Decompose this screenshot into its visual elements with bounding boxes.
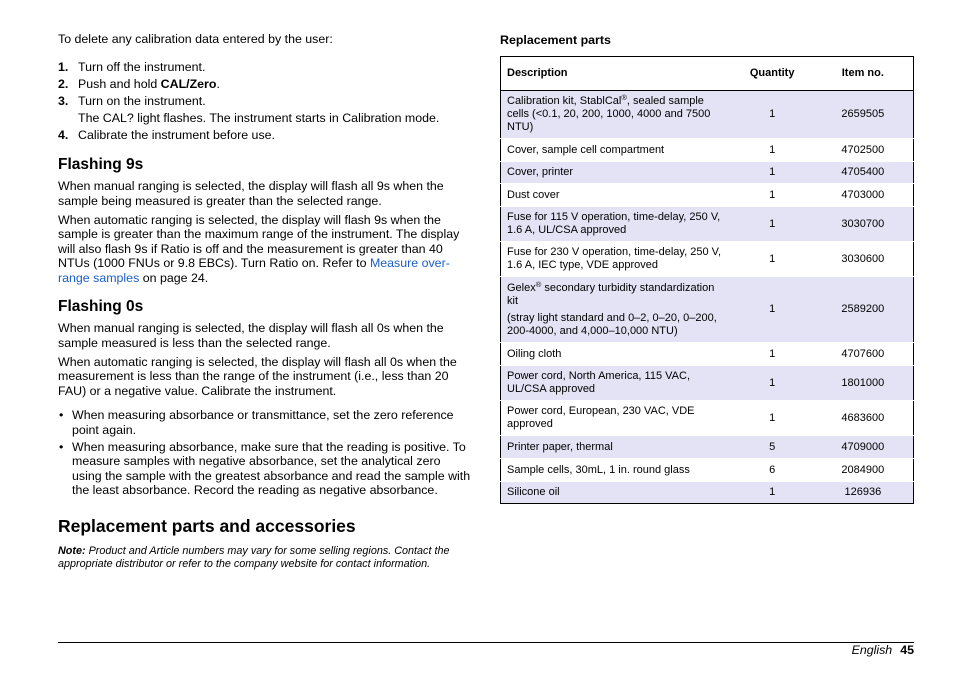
flashing-0s-heading: Flashing 0s (58, 298, 144, 315)
cell-quantity: 1 (732, 162, 813, 184)
table-body (501, 91, 914, 504)
step-text: Turn on the instrument. (78, 93, 206, 108)
cell-item-number: 4705400 (813, 162, 914, 184)
right-column (500, 33, 914, 498)
cell-quantity: 1 (732, 401, 813, 436)
description-text: Gelex (507, 281, 536, 294)
cell-quantity: 6 (732, 459, 813, 482)
description-text: Oiling cloth (507, 347, 562, 360)
cell-quantity: 1 (732, 207, 813, 242)
cell-description (501, 91, 732, 139)
list-item (58, 408, 472, 437)
table-row (501, 343, 914, 366)
cell-quantity: 1 (732, 139, 813, 162)
description-text: Power cord, North America, 115 VAC, UL/CSA approved (507, 370, 690, 395)
note-label: Note: (58, 544, 86, 557)
page-footer (852, 643, 914, 657)
cell-item-number: 4703000 (813, 184, 914, 207)
cell-item-number: 126936 (813, 482, 914, 504)
bullet-icon: • (59, 439, 64, 454)
description-text-end: secondary turbidity standardization kit (507, 281, 715, 307)
bullet-text: When measuring absorbance, make sure that the reading is positive. To measure samples with negative absorbance, set the analytical zero using the sample with the greatest absorbance and read the sample with the least absorbance. Record the reading as negative absorbance. (72, 439, 471, 497)
step-number: 3. (58, 93, 69, 108)
cell-item-number: 4683600 (813, 401, 914, 436)
flashing-9s-auto-text: When automatic ranging is selected, the display will flash 9s when the sample is greater than the maximum range of the instrument. The display will also flash 9s if Ratio is off and the measurement is greater than 40 NTUs (1000 FNUs or 9.8 EBCs). Turn Ratio on. Refer to (58, 212, 460, 270)
table-row (501, 207, 914, 242)
procedure-steps (58, 60, 472, 143)
cell-quantity: 1 (732, 91, 813, 139)
measure-over-range-link[interactable]: Measure over-range samples (58, 256, 450, 285)
registered-mark: ® (621, 93, 627, 102)
step-text-end: . (216, 76, 220, 91)
cell-quantity: 1 (732, 366, 813, 401)
step-text: Calibrate the instrument before use. (78, 127, 275, 142)
footer-language: English (851, 643, 893, 657)
step-number: 1. (58, 59, 69, 74)
replacement-parts-heading: Replacement parts and accessories (58, 515, 356, 536)
table-row (501, 436, 914, 459)
zero-bullet-list (58, 408, 472, 498)
cell-item-number: 2659505 (813, 91, 914, 139)
cell-item-number: 3030700 (813, 207, 914, 242)
note-paragraph (58, 545, 472, 571)
column-header-quantity: Quantity (732, 57, 813, 91)
cell-description (501, 436, 732, 459)
step-3 (58, 94, 472, 109)
page-reference: on page 24. (139, 270, 209, 285)
footer-divider (58, 642, 914, 643)
column-header-description: Description (501, 57, 732, 91)
table-title: Replacement parts (500, 33, 611, 47)
cell-item-number: 2589200 (813, 277, 914, 343)
cell-quantity: 1 (732, 343, 813, 366)
description-text: Sample cells, 30mL, 1 in. round glass (507, 463, 690, 476)
cell-item-number: 1801000 (813, 366, 914, 401)
replacement-parts-table (500, 56, 914, 504)
cell-quantity: 1 (732, 184, 813, 207)
cell-description (501, 459, 732, 482)
table-row (501, 91, 914, 139)
step-number: 2. (58, 76, 69, 91)
table-row (501, 277, 914, 343)
page-number: 45 (900, 643, 914, 657)
description-text: Dust cover (507, 188, 560, 201)
flashing-9s-auto-paragraph (58, 213, 472, 286)
description-details: (stray light standard and 0–2, 0–20, 0–200, 200-4000, and 4,000–10,000 NTU) (507, 311, 717, 337)
step-3-result: The CAL? light flashes. The instrument starts in Calibration mode. (78, 110, 440, 125)
cell-description (501, 184, 732, 207)
table-row (501, 242, 914, 277)
bullet-icon: • (59, 408, 64, 422)
bullet-text: When measuring absorbance or transmittance, set the zero reference point again. (72, 408, 454, 437)
description-text: Power cord, European, 230 VAC, VDE approved (507, 405, 695, 430)
description-text: Silicone oil (507, 486, 560, 498)
table-row (501, 459, 914, 482)
cell-item-number: 4702500 (813, 139, 914, 162)
step-1 (58, 60, 472, 75)
cell-item-number: 3030600 (813, 242, 914, 277)
note-text: Product and Article numbers may vary for some selling regions. Contact the appropriate distributor or refer to the company website for contact information. (58, 544, 450, 570)
step-text: Turn off the instrument. (78, 59, 206, 74)
step-key-label: CAL/Zero (160, 76, 217, 91)
description-text: Fuse for 115 V operation, time-delay, 250 V, 1.6 A, UL/CSA approved (507, 211, 721, 236)
table-row (501, 139, 914, 162)
cell-description (501, 139, 732, 162)
description-text: Calibration kit, StablCal (507, 95, 622, 107)
column-header-item-no: Item no. (813, 57, 914, 91)
cell-description (501, 343, 732, 366)
step-text: Push and hold (78, 76, 161, 91)
delete-calibration-intro: To delete any calibration data entered by the user: (58, 32, 333, 46)
description-text-end: , sealed sample cells (<0.1, 20, 200, 1000, 4000 and 7500 NTU) (507, 95, 711, 133)
cell-description (501, 482, 732, 504)
cell-item-number: 2084900 (813, 459, 914, 482)
cell-description (501, 242, 732, 277)
table-header-row (501, 57, 914, 91)
cell-description (501, 401, 732, 436)
cell-quantity: 1 (732, 482, 813, 504)
cell-description (501, 162, 732, 184)
flashing-9s-manual-paragraph: When manual ranging is selected, the display will flash all 9s when the sample being measured is greater than the selected range. (58, 179, 444, 208)
description-text: Cover, printer (507, 166, 574, 178)
cell-item-number: 4707600 (813, 343, 914, 366)
step-4 (58, 128, 472, 143)
flashing-9s-heading: Flashing 9s (58, 156, 144, 173)
table-row (501, 401, 914, 436)
cell-quantity: 1 (732, 277, 813, 343)
list-item (58, 440, 472, 498)
flashing-0s-manual-paragraph: When manual ranging is selected, the display will flash all 0s when the sample measured is less than the selected range. (58, 321, 444, 350)
table-row (501, 366, 914, 401)
cell-quantity: 1 (732, 242, 813, 277)
cell-quantity: 5 (732, 436, 813, 459)
cell-description (501, 366, 732, 401)
table-row (501, 184, 914, 207)
registered-mark: ® (535, 279, 542, 289)
description-text: Printer paper, thermal (507, 440, 613, 453)
flashing-0s-auto-paragraph: When automatic ranging is selected, the display will flash all 0s when the measurement is less than the range of the instrument (i.e., less than 20 FAU) or a negative value. Calibrate the instrument. (58, 354, 457, 398)
description-text: Cover, sample cell compartment (507, 143, 665, 156)
left-column (58, 32, 472, 571)
description-text: Fuse for 230 V operation, time-delay, 250 V, 1.6 A, IEC type, VDE approved (507, 246, 722, 271)
step-number: 4. (58, 127, 69, 142)
cell-description (501, 277, 732, 343)
table-row (501, 162, 914, 184)
table-row (501, 482, 914, 504)
cell-description (501, 207, 732, 242)
cell-item-number: 4709000 (813, 436, 914, 459)
step-2 (58, 77, 472, 92)
